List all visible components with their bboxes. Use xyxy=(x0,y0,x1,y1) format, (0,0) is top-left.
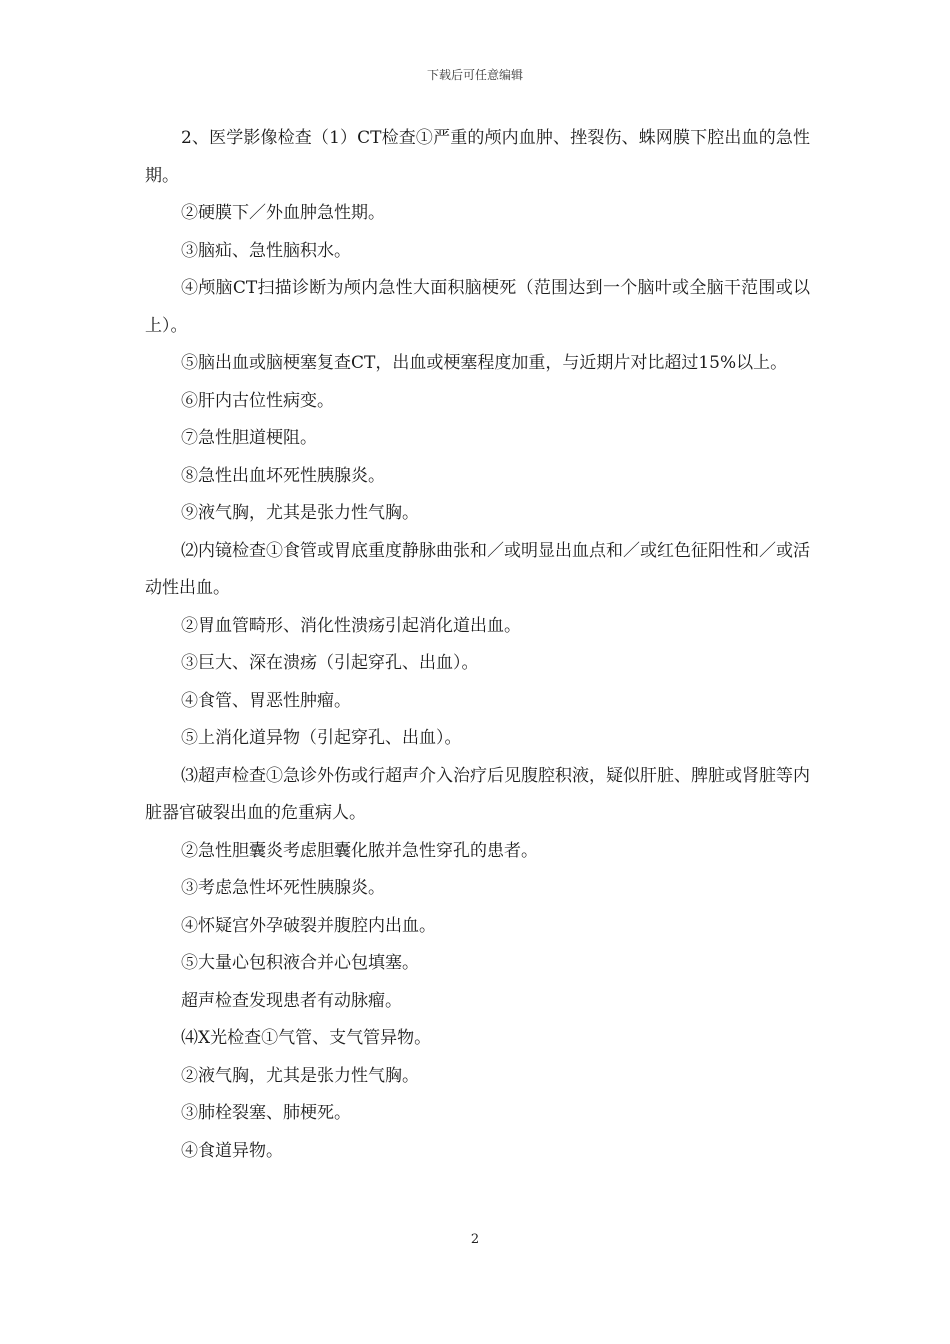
paragraph: ⑤大量心包积液合并心包填塞。 xyxy=(181,953,419,973)
page-header: 下载后可任意编辑 xyxy=(426,68,523,82)
paragraph: ④食管、胃恶性肿瘤。 xyxy=(181,690,351,711)
paragraph: ⑤脑出血或脑梗塞复查CT，出血或梗塞程度加重，与近期片对比超过15%以上。 xyxy=(181,353,788,373)
paragraph: ③肺栓裂塞、肺梗死。 xyxy=(181,1103,351,1123)
paragraph: 2、医学影像检查（1）CT检查①严重的颅内血肿、挫裂伤、蛛网膜下腔出血的急性期。 xyxy=(145,128,810,186)
paragraph: ③考虑急性坏死性胰腺炎。 xyxy=(181,878,385,898)
paragraph: ⑵内镜检查①食管或胃底重度静脉曲张和／或明显出血点和／或红色征阳性和／或活动性出血。 xyxy=(145,540,810,598)
page-number: 2 xyxy=(470,1232,480,1247)
paragraph: ②胃血管畸形、消化性溃疡引起消化道出血。 xyxy=(181,615,521,636)
paragraph: ②急性胆囊炎考虑胆囊化脓并急性穿孔的患者。 xyxy=(181,840,538,861)
document-body xyxy=(145,120,810,1170)
paragraph: ⑨液气胸，尤其是张力性气胸。 xyxy=(181,503,419,523)
paragraph: ③脑疝、急性脑积水。 xyxy=(181,240,351,261)
paragraph: ⑥肝内古位性病变。 xyxy=(181,390,334,411)
paragraph: ③巨大、深在溃疡（引起穿孔、出血）。 xyxy=(181,653,479,673)
paragraph: ④怀疑宫外孕破裂并腹腔内出血。 xyxy=(181,915,436,936)
paragraph: ④食道异物。 xyxy=(181,1140,283,1161)
paragraph: ⑷X光检查①气管、支气管异物。 xyxy=(181,1028,432,1048)
paragraph: ⑦急性胆道梗阻。 xyxy=(181,428,317,448)
paragraph: ⑧急性出血坏死性胰腺炎。 xyxy=(181,465,385,486)
paragraph: ⑤上消化道异物（引起穿孔、出血）。 xyxy=(181,728,462,748)
paragraph: ②液气胸，尤其是张力性气胸。 xyxy=(181,1065,419,1086)
paragraph: ⑶超声检查①急诊外伤或行超声介入治疗后见腹腔积液，疑似肝脏、脾脏或肾脏等内脏器官破裂出血的危重病人。 xyxy=(145,765,810,823)
paragraph: 超声检查发现患者有动脉瘤。 xyxy=(181,990,402,1011)
paragraph: ②硬膜下／外血肿急性期。 xyxy=(181,203,385,223)
paragraph: ④颅脑CT扫描诊断为颅内急性大面积脑梗死（范围达到一个脑叶或全脑干范围或以上）。 xyxy=(145,278,810,336)
